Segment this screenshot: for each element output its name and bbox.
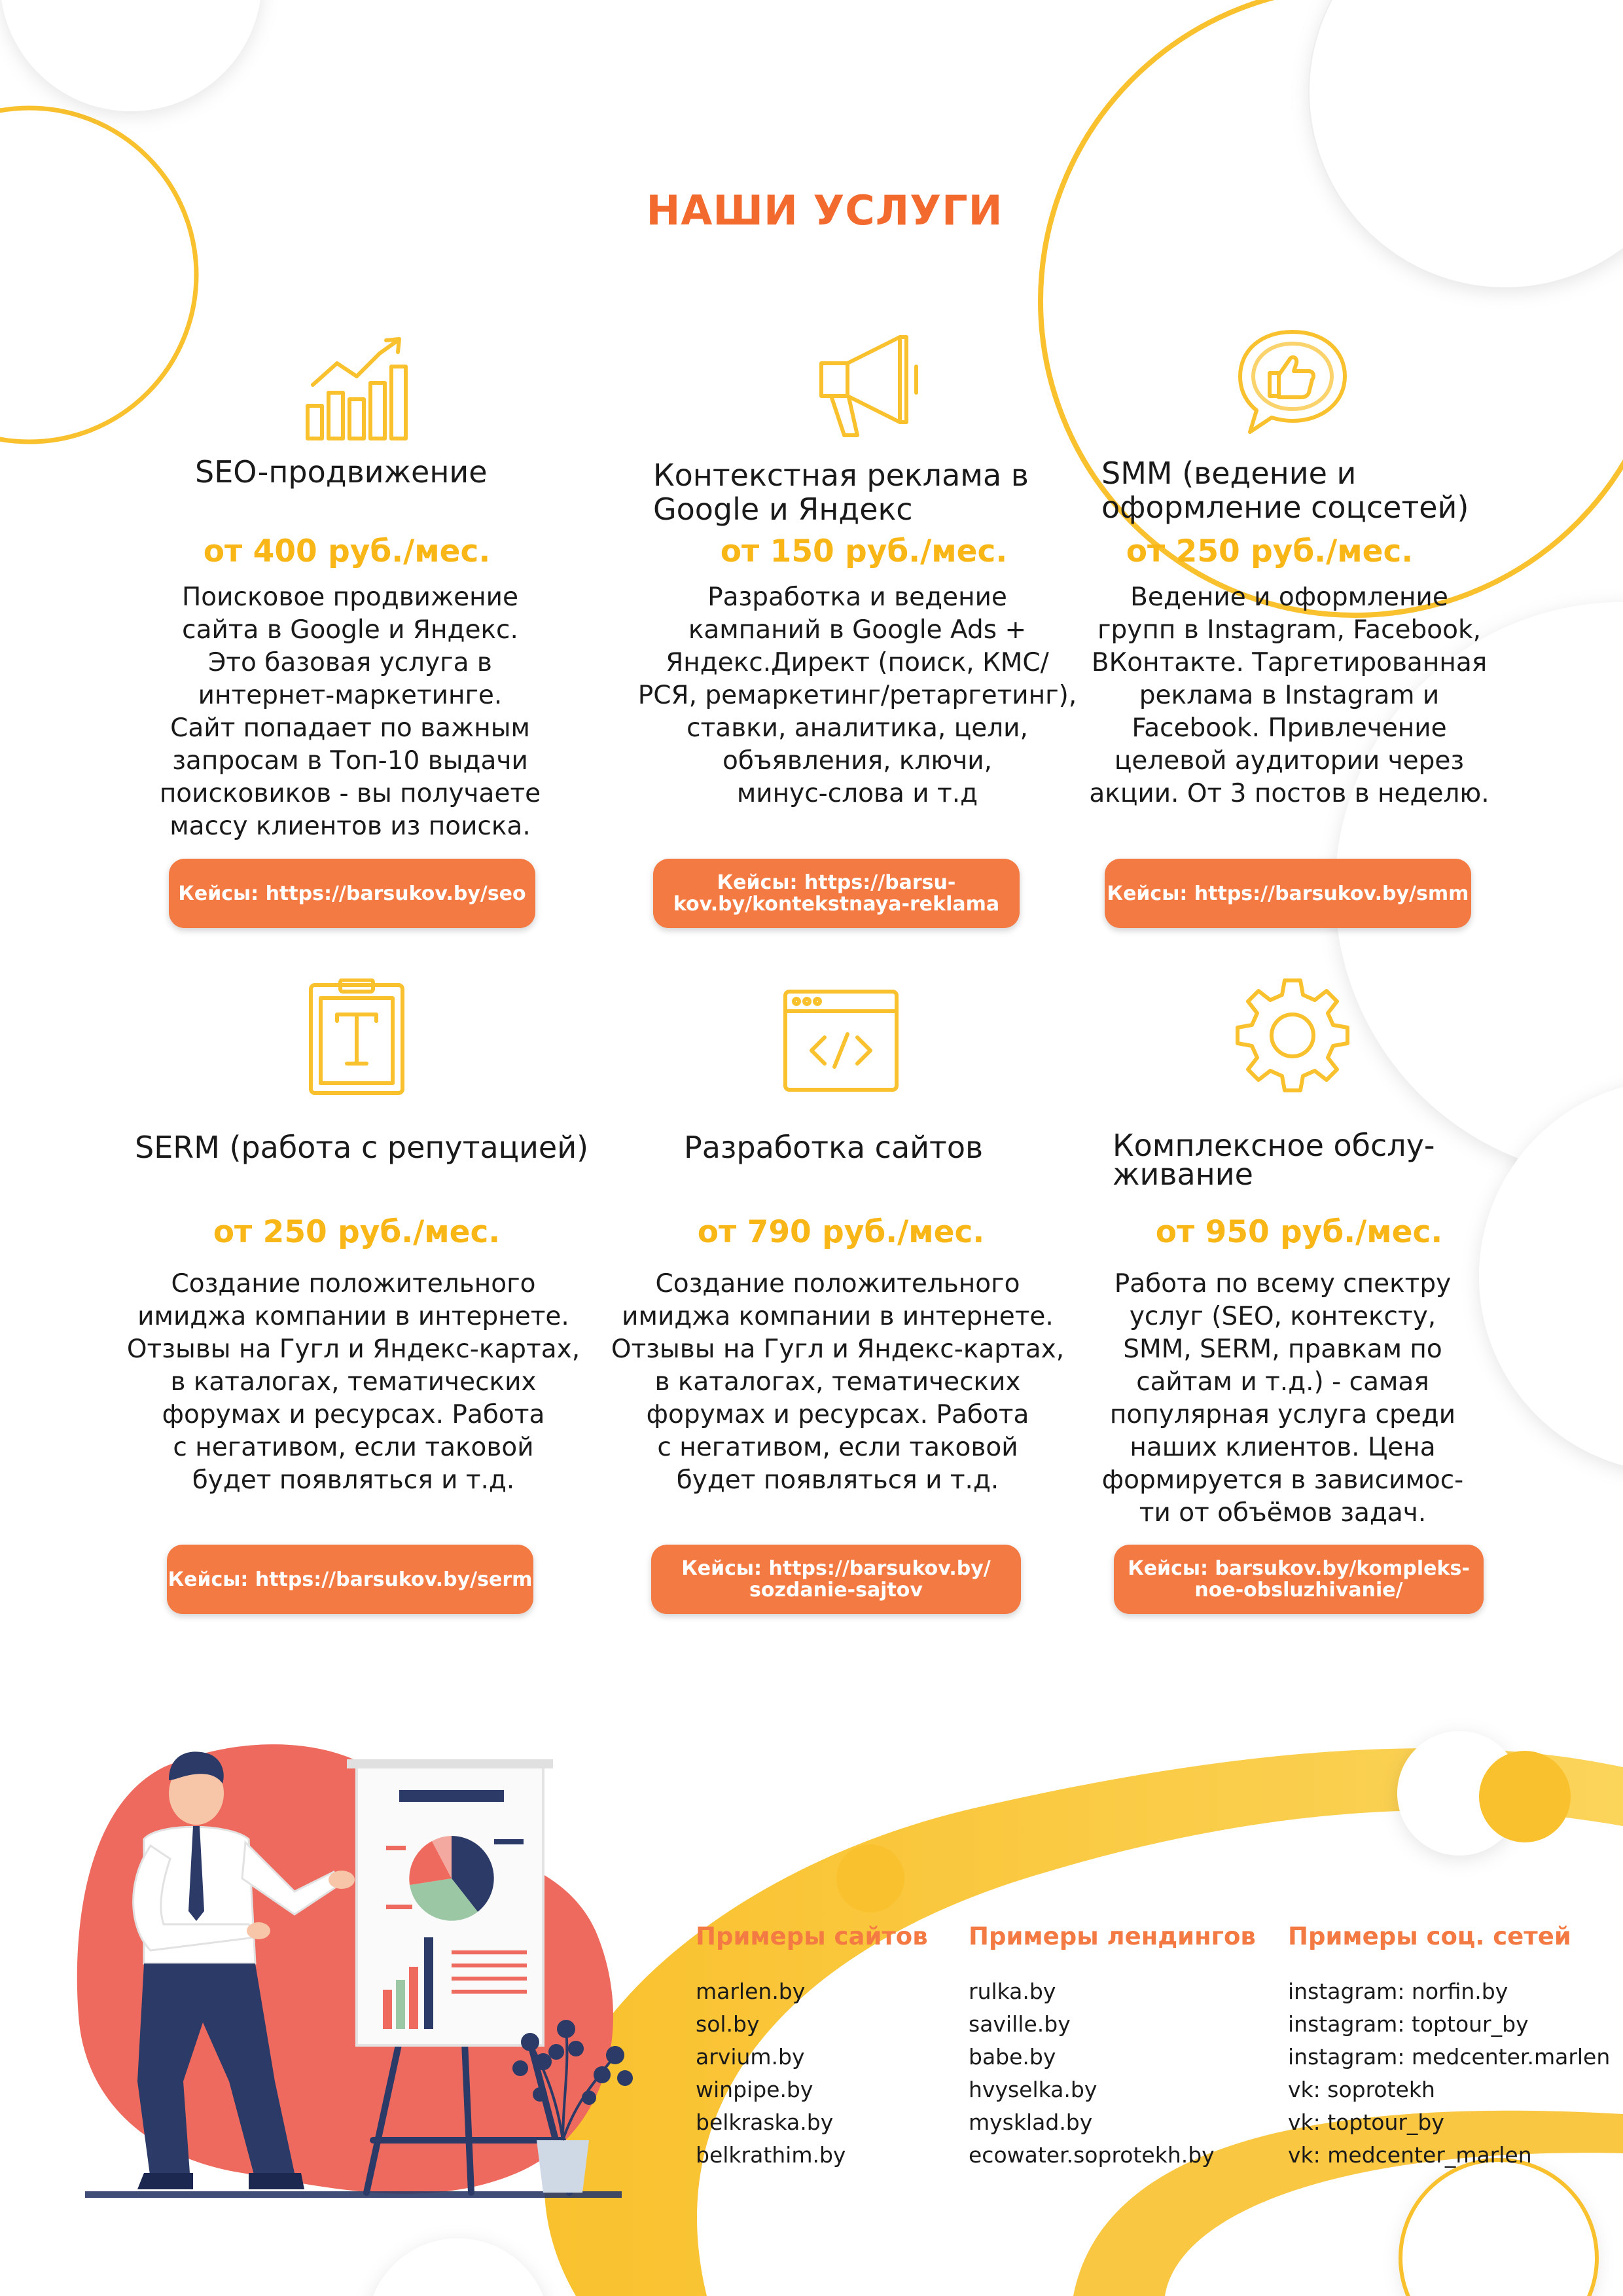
example-link[interactable]: instagram: toptour_by <box>1288 2011 1529 2037</box>
code-window-icon <box>782 982 900 1100</box>
service-price: от 400 руб./мес. <box>203 533 491 569</box>
service-description: Разработка и ведение кампаний в Google Ads + Яндекс.Директ (поиск, КМС/ РСЯ, ремаркетинг/ретаргетинг), ставки, аналитика, цели, объявления, ключи, минус-слова и т.д <box>637 583 1077 808</box>
thumbs-up-bubble-icon <box>1234 324 1351 442</box>
cases-link-button[interactable]: Кейсы: https://barsukov.by/ sozdanie-sajtov <box>651 1545 1021 1614</box>
service-price: от 950 руб./мес. <box>1155 1214 1443 1250</box>
example-link[interactable]: instagram: medcenter.marlen <box>1288 2044 1611 2070</box>
example-link[interactable]: vk: medcenter_marlen <box>1288 2142 1532 2168</box>
deco-circle <box>0 108 196 442</box>
clipboard-text-icon <box>298 978 416 1096</box>
service-title: Комплексное обслу- живание <box>1113 1128 1435 1192</box>
service-title: SERM (работа с репутацией) <box>135 1130 589 1165</box>
example-link[interactable]: vk: toptour_by <box>1288 2109 1444 2135</box>
example-link[interactable]: babe.by <box>969 2044 1056 2070</box>
examples-list-social <box>1288 1975 1610 2172</box>
service-title: Разработка сайтов <box>684 1130 984 1165</box>
cases-link-button[interactable]: Кейсы: https://barsukov.by/smm <box>1105 859 1471 928</box>
deco-circle <box>1400 2160 1597 2296</box>
cases-link-button[interactable]: Кейсы: https://barsu- kov.by/kontekstnaya-reklama <box>653 859 1020 928</box>
service-title: Контекстная реклама в Google и Яндекс <box>653 457 1029 527</box>
example-link[interactable]: hvyselka.by <box>969 2077 1097 2102</box>
service-price: от 790 руб./мес. <box>697 1214 985 1250</box>
example-link[interactable]: arvium.by <box>696 2044 805 2070</box>
growth-chart-icon <box>301 327 419 445</box>
megaphone-icon <box>808 324 926 442</box>
service-description: Создание положительного имиджа компании в интернете. Отзывы на Гугл и Яндекс-картах, в каталогах, тематических форумах и ресурсах. Работа с негативом, если таковой будет появляться и т.д. <box>126 1269 580 1495</box>
gear-icon <box>1234 975 1351 1093</box>
deco-circle <box>1309 0 1623 288</box>
examples-list-landings <box>969 1975 1215 2172</box>
example-link[interactable]: belkraska.by <box>696 2109 834 2135</box>
examples-heading-sites: Примеры сайтов <box>696 1922 928 1950</box>
example-link[interactable]: instagram: norfin.by <box>1288 1979 1508 2004</box>
example-link[interactable]: ecowater.soprotekh.by <box>969 2142 1215 2168</box>
examples-list-sites <box>696 1975 846 2172</box>
example-link[interactable]: sol.by <box>696 2011 760 2037</box>
example-link[interactable]: saville.by <box>969 2011 1071 2037</box>
service-description: Ведение и оформление групп в Instagram, Facebook, ВКонтакте. Таргетированная реклама в Instagram и Facebook. Привлечение целевой аудитории через акции. От 3 постов в неделю. <box>1089 583 1489 808</box>
cases-link-button[interactable]: Кейсы: https://barsukov.by/serm <box>167 1545 533 1614</box>
cases-link-button[interactable]: Кейсы: barsukov.by/kompleks- noe-obsluzhivanie/ <box>1114 1545 1484 1614</box>
deco-circle <box>366 2238 550 2296</box>
service-price: от 250 руб./мес. <box>1126 533 1414 569</box>
example-link[interactable]: vk: soprotekh <box>1288 2077 1435 2102</box>
example-link[interactable]: winpipe.by <box>696 2077 813 2102</box>
service-description: Создание положительного имиджа компании в интернете. Отзывы на Гугл и Яндекс-картах, в каталогах, тематических форумах и ресурсах. Работа с негативом, если таковой будет появляться и т.д. <box>611 1269 1065 1495</box>
service-description: Работа по всему спектру услуг (SEO, контексту, SMM, SERM, правкам по сайтам и т.д.) - самая популярная услуга среди наших клиентов. Цена формируется в зависимос- ти от объёмов задач. <box>1101 1269 1464 1528</box>
cases-link-button[interactable]: Кейсы: https://barsukov.by/seo <box>169 859 535 928</box>
example-link[interactable]: rulka.by <box>969 1979 1056 2004</box>
service-description: Поисковое продвижение сайта в Google и Яндекс. Это базовая услуга в интернет-маркетинге. Сайт попадает по важным запросам в Топ-10 выдачи поисковиков - вы получаете массу клиентов из поиска. <box>159 583 541 841</box>
presenter-illustration <box>59 1715 648 2212</box>
service-title: SMM (ведение и оформление соцсетей) <box>1101 456 1469 525</box>
floor <box>85 2191 622 2198</box>
deco-circle <box>1479 1751 1571 1842</box>
page-title: НАШИ УСЛУГИ <box>646 187 1003 234</box>
service-price: от 250 руб./мес. <box>213 1214 501 1250</box>
deco-circle <box>836 1844 904 1912</box>
examples-heading-social: Примеры соц. сетей <box>1288 1922 1571 1950</box>
examples-heading-landings: Примеры лендингов <box>969 1922 1256 1950</box>
service-price: от 150 руб./мес. <box>720 533 1008 569</box>
example-link[interactable]: belkrathim.by <box>696 2142 846 2168</box>
example-link[interactable]: mysklad.by <box>969 2109 1093 2135</box>
service-title: SEO-продвижение <box>195 454 488 490</box>
deco-circle <box>0 0 262 111</box>
example-link[interactable]: marlen.by <box>696 1979 806 2004</box>
